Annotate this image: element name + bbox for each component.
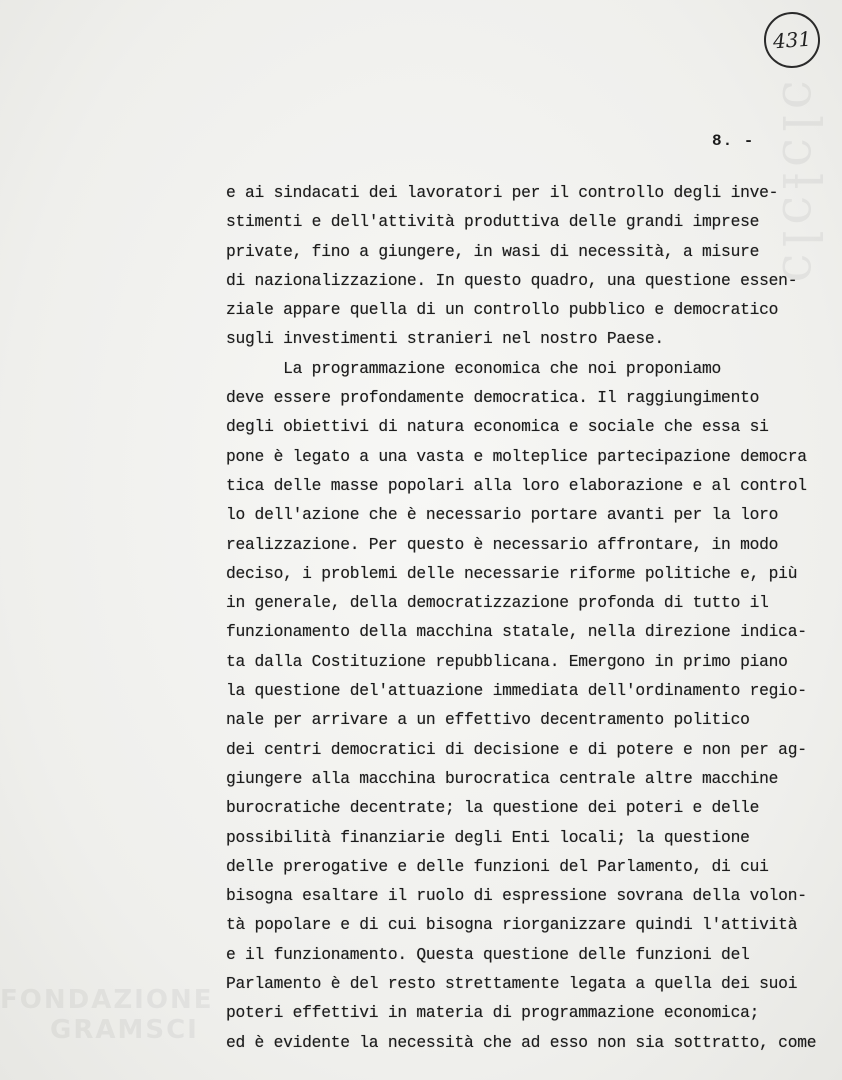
text-line: stimenti e dell'attività produttiva delle grandi imprese [226, 212, 760, 232]
text-line: tica delle masse popolari alla loro elaborazione e al control [226, 475, 807, 495]
text-line: burocratiche decentrate; la questione dei poteri e delle [226, 798, 760, 818]
text-line: ziale appare quella di un controllo pubblico e democratico [226, 300, 779, 320]
page-number: 8. - [712, 132, 755, 150]
text-line: in generale, della democratizzazione profonda di tutto il [226, 593, 769, 613]
text-line: di nazionalizzazione. In questo quadro, una questione essen- [226, 270, 798, 290]
text-line: dei centri democratici di decisione e di potere e non per ag- [226, 739, 807, 759]
text-line: la questione del'attuazione immediata dell'ordinamento regio- [226, 681, 807, 701]
text-line: La programmazione economica che noi proponiamo [226, 358, 722, 378]
text-line: sugli investimenti stranieri nel nostro Paese. [226, 329, 664, 349]
text-line: giungere alla macchina burocratica centrale altre macchine [226, 768, 779, 788]
text-line: ta dalla Costituzione repubblicana. Emergono in primo piano [226, 651, 788, 671]
text-line: lo dell'azione che è necessario portare avanti per la loro [226, 505, 779, 525]
text-line: deciso, i problemi delle necessarie riforme politiche e, più [226, 563, 798, 583]
text-line: private, fino a giungere, in wasi di necessità, a misure [226, 241, 760, 261]
archive-number-stamp [762, 10, 822, 70]
watermark-line: FONDAZIONE [0, 985, 214, 1015]
text-line: tà popolare e di cui bisogna riorganizzare quindi l'attività [226, 915, 798, 935]
body-text [226, 178, 836, 1057]
text-line: degli obiettivi di natura economica e sociale che essa si [226, 417, 769, 437]
text-line: possibilità finanziarie degli Enti locali; la questione [226, 827, 750, 847]
text-line: e il funzionamento. Questa questione delle funzioni del [226, 944, 750, 964]
text-line: pone è legato a una vasta e molteplice partecipazione democra [226, 446, 807, 466]
text-line: ed è evidente la necessità che ad esso non sia sottratto, come [226, 1032, 817, 1052]
text-line: Parlamento è del resto strettamente legata a quella dei suoi [226, 974, 798, 994]
text-line: poteri effettivi in materia di programmazione economica; [226, 1003, 760, 1023]
text-line: funzionamento della macchina statale, nella direzione indica- [226, 622, 807, 642]
archive-number: 431 [772, 26, 812, 54]
text-line: nale per arrivare a un effettivo decentramento politico [226, 710, 750, 730]
text-line: delle prerogative e delle funzioni del Parlamento, di cui [226, 856, 769, 876]
text-line: realizzazione. Per questo è necessario affrontare, in modo [226, 534, 779, 554]
bleed-through-text: ɔlɔƚɔlɔ [770, 80, 830, 289]
text-line: deve essere profondamente democratica. Il raggiungimento [226, 388, 760, 408]
watermark-line: GRAMSCI [50, 1015, 199, 1045]
watermark-logo [0, 985, 213, 1045]
text-line: e ai sindacati dei lavoratori per il controllo degli inve- [226, 183, 779, 202]
text-line: bisogna esaltare il ruolo di espressione sovrana della volon- [226, 886, 807, 906]
